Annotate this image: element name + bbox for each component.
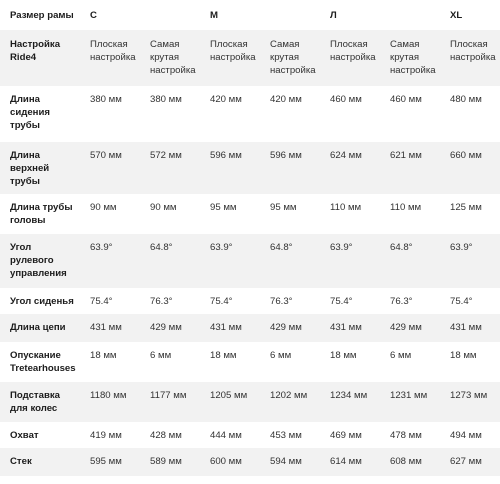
table-row — [0, 342, 500, 382]
cell-value: 63.9° — [210, 242, 233, 253]
cell-value: 6 мм — [270, 350, 292, 361]
cell-value: 660 мм — [450, 150, 482, 161]
cell-value: Плоская настройка — [450, 39, 496, 63]
cell-value: 380 мм — [150, 94, 182, 105]
cell-value: 76.3° — [270, 296, 293, 307]
cell-value: Плоская настройка — [90, 39, 136, 63]
size-col-3 — [260, 0, 320, 30]
cell-value: 614 мм — [330, 456, 362, 467]
table-row — [0, 142, 500, 194]
cell-value: 595 мм — [90, 456, 122, 467]
cell-value: 63.9° — [330, 242, 353, 253]
cell-value: Самая крутая настройка — [390, 39, 436, 76]
row-label: Настройка Ride4 — [10, 39, 61, 63]
cell-value: 75.4° — [450, 296, 473, 307]
cell-value: 444 мм — [210, 430, 242, 441]
frame-size-label: Размер рамы — [10, 10, 74, 21]
cell-value: Самая крутая настройка — [270, 39, 316, 76]
size-col-0: С — [90, 10, 97, 21]
row-label: Угол сиденья — [10, 296, 74, 307]
size-col-6: XL — [450, 10, 463, 21]
cell-value: 75.4° — [330, 296, 353, 307]
cell-value: 1205 мм — [210, 390, 248, 401]
cell-value: 6 мм — [390, 350, 412, 361]
cell-value: 460 мм — [390, 94, 422, 105]
table-row — [0, 448, 500, 476]
cell-value: 596 мм — [210, 150, 242, 161]
cell-value: 608 мм — [390, 456, 422, 467]
cell-value: 428 мм — [150, 430, 182, 441]
table-row — [0, 314, 500, 342]
cell-value: 95 мм — [210, 202, 237, 213]
cell-value: 594 мм — [270, 456, 302, 467]
cell-value: 600 мм — [210, 456, 242, 467]
cell-value: 624 мм — [330, 150, 362, 161]
cell-value: 75.4° — [210, 296, 233, 307]
size-col-1 — [140, 0, 200, 30]
cell-value: 429 мм — [150, 322, 182, 333]
cell-value: 1231 мм — [390, 390, 428, 401]
table-row — [0, 194, 500, 234]
cell-value: 90 мм — [90, 202, 117, 213]
cell-value: 63.9° — [90, 242, 113, 253]
row-label: Длина трубы головы — [10, 202, 73, 226]
cell-value: 621 мм — [390, 150, 422, 161]
cell-value: 75.4° — [90, 296, 113, 307]
cell-value: 1180 мм — [90, 390, 127, 401]
cell-value: 596 мм — [270, 150, 302, 161]
cell-value: 90 мм — [150, 202, 177, 213]
cell-value: Плоская настройка — [210, 39, 256, 63]
cell-value: 18 мм — [330, 350, 357, 361]
cell-value: 18 мм — [450, 350, 477, 361]
cell-value: 429 мм — [390, 322, 422, 333]
row-label: Длина сидения трубы — [10, 94, 50, 131]
cell-value: 1202 мм — [270, 390, 308, 401]
row-label: Длина цепи — [10, 322, 66, 333]
table-row — [0, 422, 500, 448]
cell-value: 18 мм — [210, 350, 237, 361]
cell-value: Самая крутая настройка — [150, 39, 196, 76]
cell-value: 469 мм — [330, 430, 362, 441]
size-col-5 — [380, 0, 440, 30]
row-label: Охват — [10, 430, 39, 441]
cell-value: 494 мм — [450, 430, 482, 441]
cell-value: 431 мм — [210, 322, 242, 333]
cell-value: 95 мм — [270, 202, 297, 213]
table-row — [0, 288, 500, 314]
cell-value: 627 мм — [450, 456, 482, 467]
header-row — [0, 0, 500, 30]
row-label: Опускание Tretearhouses — [10, 350, 76, 374]
cell-value: 380 мм — [90, 94, 122, 105]
cell-value: 64.8° — [390, 242, 413, 253]
cell-value: 63.9° — [450, 242, 473, 253]
table-row — [0, 86, 500, 142]
table-row — [0, 234, 500, 288]
row-label: Стек — [10, 456, 32, 467]
cell-value: 478 мм — [390, 430, 422, 441]
size-col-2: М — [210, 10, 218, 21]
cell-value: 480 мм — [450, 94, 482, 105]
cell-value: 420 мм — [210, 94, 242, 105]
cell-value: 420 мм — [270, 94, 302, 105]
cell-value: 460 мм — [330, 94, 362, 105]
cell-value: Плоская настройка — [330, 39, 376, 63]
cell-value: 64.8° — [150, 242, 173, 253]
cell-value: 429 мм — [270, 322, 302, 333]
table-row — [0, 30, 500, 86]
cell-value: 431 мм — [330, 322, 362, 333]
cell-value: 125 мм — [450, 202, 482, 213]
size-col-4: Л — [330, 10, 337, 21]
cell-value: 570 мм — [90, 150, 122, 161]
cell-value: 64.8° — [270, 242, 293, 253]
cell-value: 6 мм — [150, 350, 172, 361]
row-label: Длина верхней трубы — [10, 150, 50, 187]
cell-value: 18 мм — [90, 350, 117, 361]
cell-value: 453 мм — [270, 430, 302, 441]
cell-value: 431 мм — [90, 322, 122, 333]
cell-value: 589 мм — [150, 456, 182, 467]
cell-value: 431 мм — [450, 322, 482, 333]
cell-value: 110 мм — [330, 202, 362, 213]
cell-value: 76.3° — [150, 296, 173, 307]
row-label: Подставка для колес — [10, 390, 60, 414]
cell-value: 110 мм — [390, 202, 422, 213]
cell-value: 1177 мм — [150, 390, 187, 401]
cell-value: 76.3° — [390, 296, 413, 307]
cell-value: 1273 мм — [450, 390, 488, 401]
cell-value: 419 мм — [90, 430, 122, 441]
cell-value: 572 мм — [150, 150, 182, 161]
row-label: Угол рулевого управления — [10, 242, 67, 279]
cell-value: 1234 мм — [330, 390, 368, 401]
table-row — [0, 382, 500, 422]
